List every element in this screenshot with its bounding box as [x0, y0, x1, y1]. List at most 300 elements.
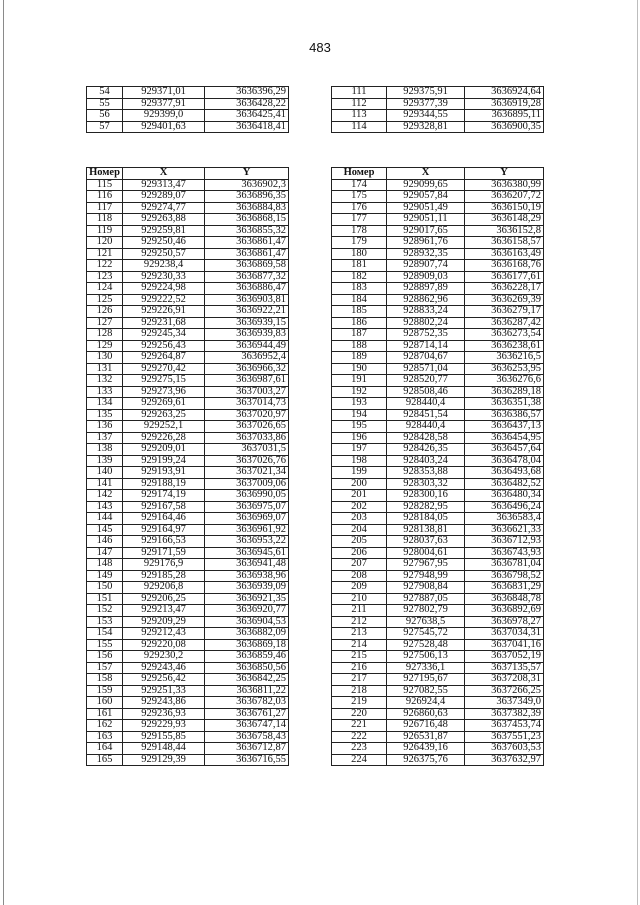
- y-coordinate-cell: 3637021,34: [205, 467, 289, 479]
- y-coordinate-cell: 3636177,61: [465, 271, 544, 283]
- point-number-cell: 151: [87, 593, 123, 605]
- y-coordinate-cell: 3636287,42: [465, 317, 544, 329]
- table-row: [87, 340, 289, 352]
- point-number-cell: 185: [332, 306, 387, 318]
- x-coordinate-cell: 926375,76: [387, 754, 465, 766]
- y-coordinate-cell: 3636493,68: [465, 467, 544, 479]
- x-coordinate-cell: 928004,61: [387, 547, 465, 559]
- x-coordinate-cell: 927908,84: [387, 582, 465, 594]
- x-coordinate-cell: 929212,43: [123, 628, 205, 640]
- y-coordinate-cell: 3636269,39: [465, 294, 544, 306]
- y-coordinate-cell: 3636896,35: [205, 191, 289, 203]
- x-coordinate-cell: 928138,81: [387, 524, 465, 536]
- point-number-cell: 135: [87, 409, 123, 421]
- x-coordinate-cell: 928932,35: [387, 248, 465, 260]
- table-row: [332, 490, 544, 502]
- y-coordinate-cell: 3636228,17: [465, 283, 544, 295]
- table-row: [87, 294, 289, 306]
- point-number-cell: 193: [332, 398, 387, 410]
- x-coordinate-cell: 928426,35: [387, 444, 465, 456]
- y-coordinate-cell: 3636900,35: [465, 121, 544, 133]
- y-coordinate-cell: 3636987,61: [205, 375, 289, 387]
- point-number-cell: 224: [332, 754, 387, 766]
- table-row: [87, 559, 289, 571]
- table-row: [332, 409, 544, 421]
- point-number-cell: 54: [87, 87, 123, 99]
- y-coordinate-cell: 3636743,93: [465, 547, 544, 559]
- point-number-cell: 206: [332, 547, 387, 559]
- y-coordinate-cell: 3637266,25: [465, 685, 544, 697]
- x-coordinate-cell: 929264,87: [123, 352, 205, 364]
- y-coordinate-cell: 3637052,19: [465, 651, 544, 663]
- table-row: [332, 260, 544, 272]
- x-coordinate-cell: 928451,54: [387, 409, 465, 421]
- point-number-cell: 126: [87, 306, 123, 318]
- table-row: [87, 731, 289, 743]
- y-coordinate-cell: 3637014,73: [205, 398, 289, 410]
- point-number-cell: 55: [87, 98, 123, 110]
- table-row: [332, 375, 544, 387]
- point-number-cell: 121: [87, 248, 123, 260]
- y-coordinate-cell: 3636975,07: [205, 501, 289, 513]
- table-row: [87, 605, 289, 617]
- table-row: [332, 248, 544, 260]
- y-coordinate-cell: 3636990,05: [205, 490, 289, 502]
- point-number-cell: 56: [87, 110, 123, 122]
- y-coordinate-cell: 3636163,49: [465, 248, 544, 260]
- y-coordinate-cell: 3636716,55: [205, 754, 289, 766]
- table-row: [87, 524, 289, 536]
- point-number-cell: 123: [87, 271, 123, 283]
- y-coordinate-cell: 3636902,3: [205, 179, 289, 191]
- point-number-cell: 221: [332, 720, 387, 732]
- y-coordinate-cell: 3636924,64: [465, 87, 544, 99]
- table-row: [87, 547, 289, 559]
- x-coordinate-cell: 928037,63: [387, 536, 465, 548]
- table-row: [87, 110, 289, 122]
- x-coordinate-cell: 927545,72: [387, 628, 465, 640]
- x-coordinate-cell: 926860,63: [387, 708, 465, 720]
- point-number-cell: 222: [332, 731, 387, 743]
- table-row: [87, 708, 289, 720]
- table-row: [87, 628, 289, 640]
- table-row: [332, 662, 544, 674]
- x-coordinate-cell: 927967,95: [387, 559, 465, 571]
- table-row: [332, 513, 544, 525]
- x-coordinate-cell: 929243,86: [123, 697, 205, 709]
- x-coordinate-cell: 929230,2: [123, 651, 205, 663]
- table-row: [87, 121, 289, 133]
- table-row: [332, 214, 544, 226]
- point-number-cell: 116: [87, 191, 123, 203]
- x-coordinate-cell: 929155,85: [123, 731, 205, 743]
- y-coordinate-cell: 3636882,09: [205, 628, 289, 640]
- x-coordinate-cell: 929185,28: [123, 570, 205, 582]
- y-coordinate-cell: 3637031,5: [205, 444, 289, 456]
- point-number-cell: 165: [87, 754, 123, 766]
- table-row: [87, 754, 289, 766]
- table-row: [332, 98, 544, 110]
- point-number-cell: 197: [332, 444, 387, 456]
- x-coordinate-cell: 929226,28: [123, 432, 205, 444]
- y-coordinate-cell: 3636850,56: [205, 662, 289, 674]
- table-row: [87, 398, 289, 410]
- table-row: [332, 444, 544, 456]
- table-row: [332, 294, 544, 306]
- table-row: [87, 375, 289, 387]
- coordinates-table-main-left: [86, 167, 289, 766]
- table-row: [332, 697, 544, 709]
- x-coordinate-cell: 929229,93: [123, 720, 205, 732]
- y-coordinate-cell: 3636781,04: [465, 559, 544, 571]
- point-number-cell: 186: [332, 317, 387, 329]
- x-coordinate-cell: 928961,76: [387, 237, 465, 249]
- y-coordinate-cell: 3636953,22: [205, 536, 289, 548]
- y-coordinate-cell: 3637632,97: [465, 754, 544, 766]
- table-row: [87, 363, 289, 375]
- number-column-header: Номер: [87, 168, 123, 180]
- point-number-cell: 159: [87, 685, 123, 697]
- x-coordinate-cell: 928282,95: [387, 501, 465, 513]
- y-coordinate-cell: 3636758,43: [205, 731, 289, 743]
- point-number-cell: 133: [87, 386, 123, 398]
- y-coordinate-cell: 3636904,53: [205, 616, 289, 628]
- y-coordinate-cell: 3637208,31: [465, 674, 544, 686]
- y-coordinate-cell: 3636279,17: [465, 306, 544, 318]
- table-row: [332, 570, 544, 582]
- y-coordinate-cell: 3636289,18: [465, 386, 544, 398]
- y-coordinate-cell: 3636966,32: [205, 363, 289, 375]
- y-column-header: Y: [205, 168, 289, 180]
- y-coordinate-cell: 3636903,81: [205, 294, 289, 306]
- point-number-cell: 112: [332, 98, 387, 110]
- y-coordinate-cell: 3637453,74: [465, 720, 544, 732]
- point-number-cell: 177: [332, 214, 387, 226]
- x-coordinate-cell: 926439,16: [387, 743, 465, 755]
- table-row: [332, 340, 544, 352]
- table-row: [332, 191, 544, 203]
- x-coordinate-cell: 929344,55: [387, 110, 465, 122]
- y-coordinate-cell: 3636895,11: [465, 110, 544, 122]
- point-number-cell: 198: [332, 455, 387, 467]
- table-row: [332, 317, 544, 329]
- y-coordinate-cell: 3636152,8: [465, 225, 544, 237]
- point-number-cell: 187: [332, 329, 387, 341]
- table-row: [332, 651, 544, 663]
- point-number-cell: 137: [87, 432, 123, 444]
- x-coordinate-cell: 928802,24: [387, 317, 465, 329]
- y-coordinate-cell: 3636945,61: [205, 547, 289, 559]
- x-coordinate-cell: 929199,24: [123, 455, 205, 467]
- table-row: [87, 651, 289, 663]
- x-coordinate-cell: 929313,47: [123, 179, 205, 191]
- point-number-cell: 204: [332, 524, 387, 536]
- page-number: 483: [309, 40, 331, 55]
- y-coordinate-cell: 3636380,99: [465, 179, 544, 191]
- x-coordinate-cell: 929328,81: [387, 121, 465, 133]
- y-coordinate-cell: 3636798,52: [465, 570, 544, 582]
- point-number-cell: 145: [87, 524, 123, 536]
- x-coordinate-cell: 929274,77: [123, 202, 205, 214]
- y-coordinate-cell: 3636621,33: [465, 524, 544, 536]
- x-coordinate-cell: 929051,49: [387, 202, 465, 214]
- point-number-cell: 191: [332, 375, 387, 387]
- y-coordinate-cell: 3636921,35: [205, 593, 289, 605]
- table-row: [87, 455, 289, 467]
- x-coordinate-cell: 927528,48: [387, 639, 465, 651]
- point-number-cell: 127: [87, 317, 123, 329]
- x-coordinate-cell: 929188,19: [123, 478, 205, 490]
- table-row: [87, 444, 289, 456]
- table-row: [87, 743, 289, 755]
- x-coordinate-cell: 926924,4: [387, 697, 465, 709]
- point-number-cell: 215: [332, 651, 387, 663]
- point-number-cell: 163: [87, 731, 123, 743]
- x-coordinate-cell: 929057,84: [387, 191, 465, 203]
- point-number-cell: 208: [332, 570, 387, 582]
- x-coordinate-cell: 929275,15: [123, 375, 205, 387]
- point-number-cell: 211: [332, 605, 387, 617]
- x-coordinate-cell: 928300,16: [387, 490, 465, 502]
- y-coordinate-cell: 3637135,57: [465, 662, 544, 674]
- point-number-cell: 149: [87, 570, 123, 582]
- y-coordinate-cell: 3636884,83: [205, 202, 289, 214]
- x-coordinate-cell: 929401,63: [123, 121, 205, 133]
- table-row: [332, 628, 544, 640]
- x-coordinate-cell: 929236,93: [123, 708, 205, 720]
- table-row: [87, 283, 289, 295]
- table-row: [87, 616, 289, 628]
- x-coordinate-cell: 929148,44: [123, 743, 205, 755]
- point-number-cell: 120: [87, 237, 123, 249]
- y-coordinate-cell: 3636396,29: [205, 87, 289, 99]
- table-row: [332, 501, 544, 513]
- table-row: [332, 110, 544, 122]
- x-coordinate-cell: 928440,4: [387, 421, 465, 433]
- x-coordinate-cell: 929377,39: [387, 98, 465, 110]
- y-coordinate-cell: 3637551,23: [465, 731, 544, 743]
- x-coordinate-cell: 929171,59: [123, 547, 205, 559]
- point-number-cell: 156: [87, 651, 123, 663]
- table-row: [332, 271, 544, 283]
- x-coordinate-cell: 929289,07: [123, 191, 205, 203]
- y-coordinate-cell: 3637603,53: [465, 743, 544, 755]
- point-number-cell: 111: [332, 87, 387, 99]
- table-row: [332, 179, 544, 191]
- table-row: [87, 478, 289, 490]
- x-coordinate-cell: 927195,67: [387, 674, 465, 686]
- table-row: [332, 121, 544, 133]
- x-coordinate-cell: 929259,81: [123, 225, 205, 237]
- table-row: [332, 582, 544, 594]
- point-number-cell: 57: [87, 121, 123, 133]
- x-coordinate-cell: 929371,01: [123, 87, 205, 99]
- y-coordinate-cell: 3636761,27: [205, 708, 289, 720]
- point-number-cell: 214: [332, 639, 387, 651]
- point-number-cell: 124: [87, 283, 123, 295]
- x-coordinate-cell: 929238,4: [123, 260, 205, 272]
- y-coordinate-cell: 3636811,22: [205, 685, 289, 697]
- point-number-cell: 182: [332, 271, 387, 283]
- table-row: [87, 662, 289, 674]
- table-row: [332, 708, 544, 720]
- x-coordinate-cell: 928428,58: [387, 432, 465, 444]
- point-number-cell: 176: [332, 202, 387, 214]
- x-coordinate-cell: 929174,19: [123, 490, 205, 502]
- y-coordinate-cell: 3636861,47: [205, 248, 289, 260]
- y-coordinate-cell: 3636454,95: [465, 432, 544, 444]
- point-number-cell: 134: [87, 398, 123, 410]
- x-coordinate-cell: 929270,42: [123, 363, 205, 375]
- y-coordinate-cell: 3637026,65: [205, 421, 289, 433]
- table-row: [87, 329, 289, 341]
- table-row: [87, 639, 289, 651]
- y-coordinate-cell: 3637034,31: [465, 628, 544, 640]
- table-row: [87, 179, 289, 191]
- x-coordinate-cell: 929193,91: [123, 467, 205, 479]
- y-coordinate-cell: 3637003,27: [205, 386, 289, 398]
- y-coordinate-cell: 3636938,96: [205, 570, 289, 582]
- point-number-cell: 160: [87, 697, 123, 709]
- table-row: [87, 467, 289, 479]
- table-row: [87, 237, 289, 249]
- point-number-cell: 161: [87, 708, 123, 720]
- x-coordinate-cell: 929209,01: [123, 444, 205, 456]
- x-coordinate-cell: 929226,91: [123, 306, 205, 318]
- x-coordinate-cell: 929206,25: [123, 593, 205, 605]
- point-number-cell: 218: [332, 685, 387, 697]
- y-coordinate-cell: 3636216,5: [465, 352, 544, 364]
- table-row: [87, 536, 289, 548]
- point-number-cell: 113: [332, 110, 387, 122]
- point-number-cell: 202: [332, 501, 387, 513]
- y-coordinate-cell: 3636747,14: [205, 720, 289, 732]
- x-coordinate-cell: 929224,98: [123, 283, 205, 295]
- point-number-cell: 213: [332, 628, 387, 640]
- x-coordinate-cell: 928571,04: [387, 363, 465, 375]
- table-row: [87, 513, 289, 525]
- point-number-cell: 178: [332, 225, 387, 237]
- point-number-cell: 141: [87, 478, 123, 490]
- x-coordinate-cell: 928440,4: [387, 398, 465, 410]
- point-number-cell: 194: [332, 409, 387, 421]
- point-number-cell: 199: [332, 467, 387, 479]
- table-row: [332, 616, 544, 628]
- table-row: [87, 582, 289, 594]
- table-row: [87, 306, 289, 318]
- table-row: [332, 225, 544, 237]
- point-number-cell: 143: [87, 501, 123, 513]
- table-row: [87, 570, 289, 582]
- point-number-cell: 207: [332, 559, 387, 571]
- table-row: [332, 329, 544, 341]
- x-coordinate-cell: 929269,61: [123, 398, 205, 410]
- x-coordinate-cell: 929209,29: [123, 616, 205, 628]
- x-coordinate-cell: 929399,0: [123, 110, 205, 122]
- table-row: [332, 237, 544, 249]
- y-coordinate-cell: 3636831,29: [465, 582, 544, 594]
- table-row: [332, 639, 544, 651]
- y-coordinate-cell: 3636868,15: [205, 214, 289, 226]
- table-row: [332, 386, 544, 398]
- x-coordinate-cell: 928897,89: [387, 283, 465, 295]
- x-coordinate-cell: 926716,48: [387, 720, 465, 732]
- point-number-cell: 140: [87, 467, 123, 479]
- table-row: [332, 674, 544, 686]
- y-coordinate-cell: 3636425,41: [205, 110, 289, 122]
- y-coordinate-cell: 3636158,57: [465, 237, 544, 249]
- point-number-cell: 196: [332, 432, 387, 444]
- point-number-cell: 201: [332, 490, 387, 502]
- point-number-cell: 184: [332, 294, 387, 306]
- y-coordinate-cell: 3636919,28: [465, 98, 544, 110]
- y-coordinate-cell: 3636712,87: [205, 743, 289, 755]
- header-row: [87, 168, 289, 180]
- y-coordinate-cell: 3636877,32: [205, 271, 289, 283]
- x-coordinate-cell: 929164,97: [123, 524, 205, 536]
- y-coordinate-cell: 3636886,47: [205, 283, 289, 295]
- y-coordinate-cell: 3636869,58: [205, 260, 289, 272]
- table-row: [332, 467, 544, 479]
- x-coordinate-cell: 929164,46: [123, 513, 205, 525]
- table-row: [332, 455, 544, 467]
- point-number-cell: 180: [332, 248, 387, 260]
- y-coordinate-cell: 3637349,0: [465, 697, 544, 709]
- y-coordinate-cell: 3636150,19: [465, 202, 544, 214]
- table-row: [332, 283, 544, 295]
- y-coordinate-cell: 3636253,95: [465, 363, 544, 375]
- x-coordinate-cell: 929263,88: [123, 214, 205, 226]
- x-coordinate-cell: 928508,46: [387, 386, 465, 398]
- point-number-cell: 188: [332, 340, 387, 352]
- x-coordinate-cell: 929051,11: [387, 214, 465, 226]
- point-number-cell: 154: [87, 628, 123, 640]
- point-number-cell: 195: [332, 421, 387, 433]
- table-row: [87, 432, 289, 444]
- y-coordinate-cell: 3636861,47: [205, 237, 289, 249]
- number-column-header: Номер: [332, 168, 387, 180]
- x-coordinate-cell: 929213,47: [123, 605, 205, 617]
- y-coordinate-cell: 3636386,57: [465, 409, 544, 421]
- point-number-cell: 136: [87, 421, 123, 433]
- y-coordinate-cell: 3636859,46: [205, 651, 289, 663]
- x-coordinate-cell: 928303,32: [387, 478, 465, 490]
- y-coordinate-cell: 3636480,34: [465, 490, 544, 502]
- y-coordinate-cell: 3636941,48: [205, 559, 289, 571]
- point-number-cell: 138: [87, 444, 123, 456]
- header-row: [332, 168, 544, 180]
- x-coordinate-cell: 929167,58: [123, 501, 205, 513]
- table-row: [87, 214, 289, 226]
- point-number-cell: 217: [332, 674, 387, 686]
- y-coordinate-cell: 3636842,25: [205, 674, 289, 686]
- x-coordinate-cell: 929256,42: [123, 674, 205, 686]
- x-coordinate-cell: 928704,67: [387, 352, 465, 364]
- x-coordinate-cell: 928752,35: [387, 329, 465, 341]
- point-number-cell: 223: [332, 743, 387, 755]
- table-row: [332, 720, 544, 732]
- table-row: [332, 593, 544, 605]
- point-number-cell: 189: [332, 352, 387, 364]
- table-row: [87, 98, 289, 110]
- y-coordinate-cell: 3637041,16: [465, 639, 544, 651]
- x-coordinate-cell: 928184,05: [387, 513, 465, 525]
- point-number-cell: 153: [87, 616, 123, 628]
- y-coordinate-cell: 3637033,86: [205, 432, 289, 444]
- x-coordinate-cell: 929017,65: [387, 225, 465, 237]
- x-coordinate-cell: 927948,99: [387, 570, 465, 582]
- table-row: [332, 731, 544, 743]
